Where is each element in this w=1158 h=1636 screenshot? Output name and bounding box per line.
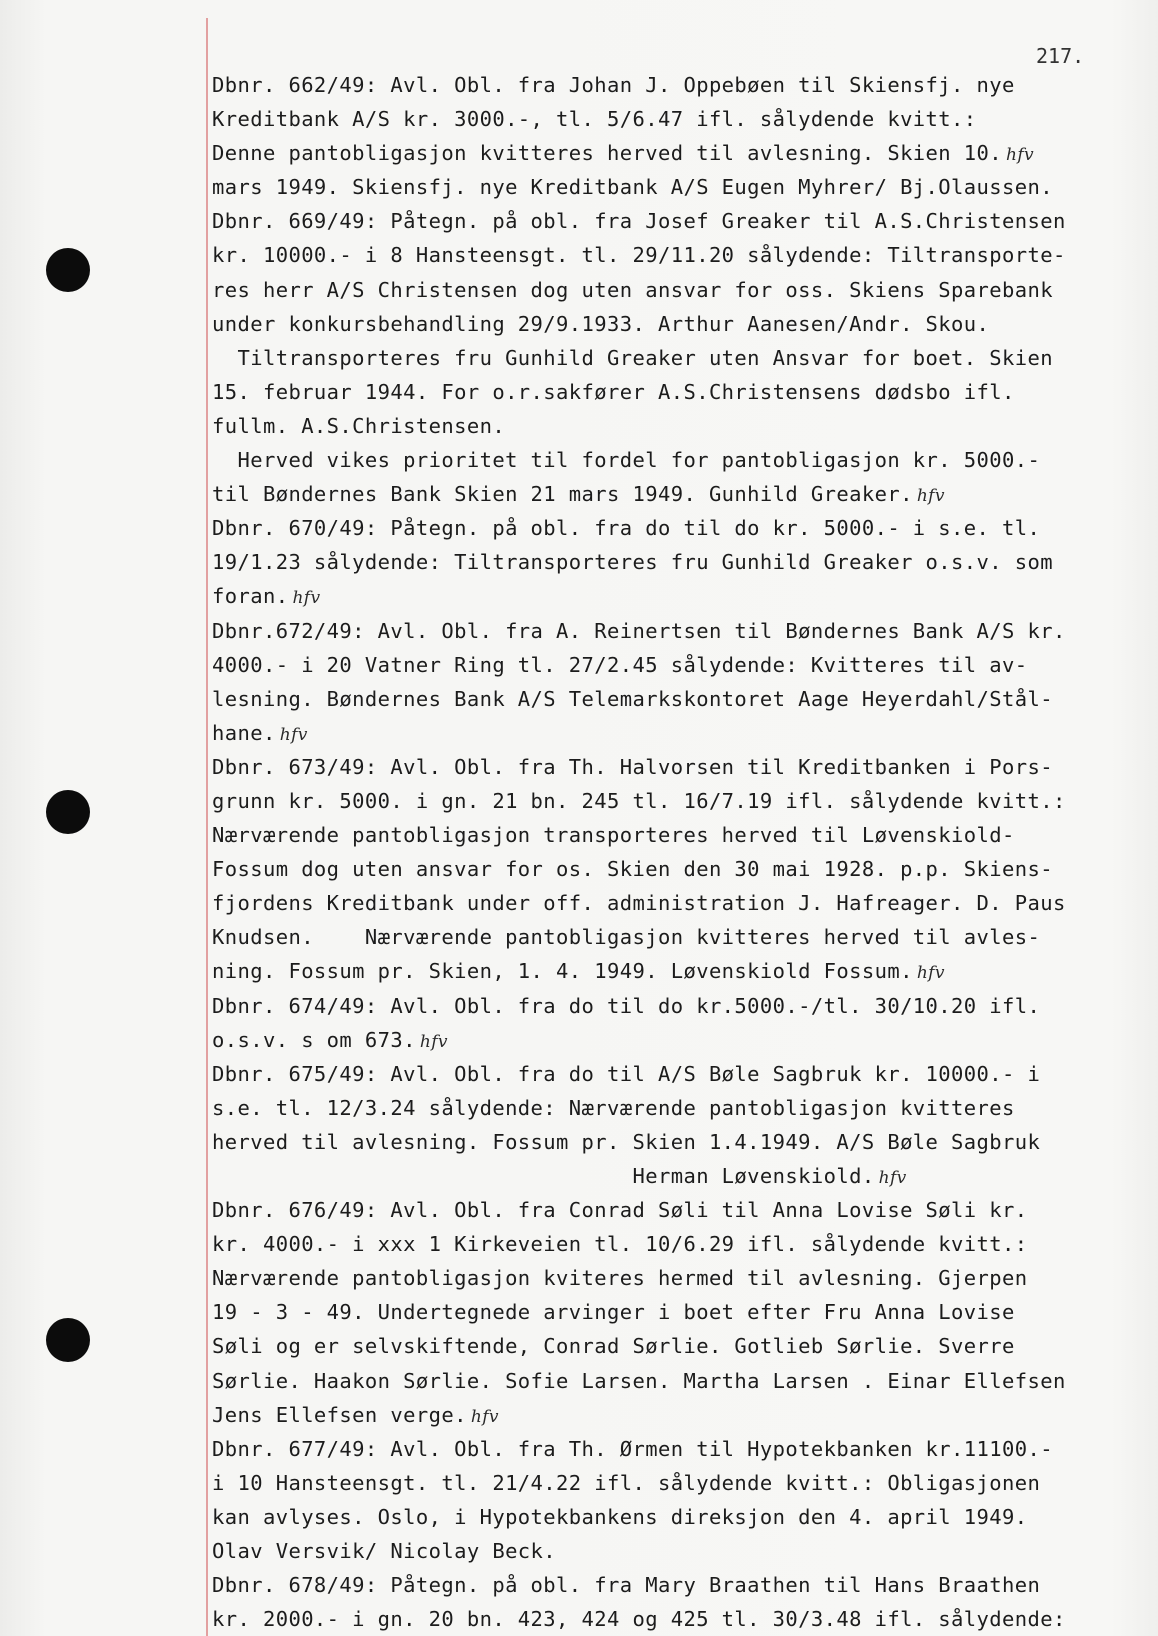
text-line: Dbnr. 673/49: Avl. Obl. fra Th. Halvorsen til Kreditbanken i Pors-: [212, 754, 1053, 779]
text-line: Knudsen. Nærværende pantobligasjon kvitteres herved til avles-: [212, 925, 1041, 950]
text-line: grunn kr. 5000. i gn. 21 bn. 245 tl. 16/7.19 ifl. sålydende kvitt.:: [212, 788, 1066, 813]
handwritten-initials: hfv: [1006, 145, 1035, 166]
text-line: under konkursbehandling 29/9.1933. Arthur Aanesen/Andr. Skou.: [212, 311, 990, 336]
punch-hole: [46, 248, 90, 292]
text-line: i 10 Hansteensgt. tl. 21/4.22 ifl. sålydende kvitt.: Obligasjonen: [212, 1470, 1041, 1495]
text-line: Jens Ellefsen verge. hfv: [212, 1402, 499, 1427]
handwritten-initials: hfv: [292, 588, 321, 609]
text-line: Søli og er selvskiftende, Conrad Sørlie. Gotlieb Sørlie. Sverre: [212, 1334, 1015, 1359]
text-line: fjordens Kreditbank under off. administration J. Hafreager. D. Paus: [212, 891, 1066, 916]
text-line: Tiltransporteres fru Gunhild Greaker uten Ansvar for boet. Skien: [212, 345, 1053, 370]
text-line: Dbnr. 670/49: Påtegn. på obl. fra do til do kr. 5000.- i s.e. tl.: [212, 516, 1041, 541]
text-line: kr. 10000.- i 8 Hansteensgt. tl. 29/11.20 sålydende: Tiltransporte-: [212, 243, 1066, 268]
text-line: Dbnr. 677/49: Avl. Obl. fra Th. Ørmen til Hypotekbanken kr.11100.-: [212, 1436, 1053, 1461]
text-line: 4000.- i 20 Vatner Ring tl. 27/2.45 sålydende: Kvitteres til av-: [212, 652, 1028, 677]
text-line: Dbnr. 675/49: Avl. Obl. fra do til A/S Bøle Sagbruk kr. 10000.- i: [212, 1061, 1041, 1086]
text-line: o.s.v. s om 673. hfv: [212, 1027, 448, 1052]
text-line: Herved vikes prioritet til fordel for pantobligasjon kr. 5000.-: [212, 448, 1041, 473]
text-line: mars 1949. Skiensfj. nye Kreditbank A/S Eugen Myhrer/ Bj.Olaussen.: [212, 175, 1053, 200]
text-line: 15. februar 1944. For o.r.sakfører A.S.Christensens dødsbo ifl.: [212, 379, 1015, 404]
text-line: Olav Versvik/ Nicolay Beck.: [212, 1539, 557, 1564]
text-line: Nærværende pantobligasjon kviteres hermed til avlesning. Gjerpen: [212, 1266, 1028, 1291]
text-line: Nærværende pantobligasjon transporteres herved til Løvenskiold-: [212, 823, 1015, 848]
text-line: Dbnr. 662/49: Avl. Obl. fra Johan J. Oppebøen til Skiensfj. nye: [212, 73, 1015, 97]
text-line: herved til avlesning. Fossum pr. Skien 1.4.1949. A/S Bøle Sagbruk: [212, 1129, 1041, 1154]
text-line: Fossum dog uten ansvar for os. Skien den 30 mai 1928. p.p. Skiens-: [212, 857, 1053, 882]
handwritten-initials: hfv: [916, 963, 945, 984]
punch-hole: [46, 790, 90, 834]
text-line: 19 - 3 - 49. Undertegnede arvinger i boet efter Fru Anna Lovise: [212, 1300, 1015, 1325]
text-line: kr. 4000.- i xxx 1 Kirkeveien tl. 10/6.29 ifl. sålydende kvitt.:: [212, 1232, 1028, 1257]
text-line: Dbnr. 678/49: Påtegn. på obl. fra Mary Braathen til Hans Braathen: [212, 1573, 1041, 1598]
text-line: Dbnr. 674/49: Avl. Obl. fra do til do kr.5000.-/tl. 30/10.20 ifl.: [212, 993, 1041, 1018]
text-line: til Bøndernes Bank Skien 21 mars 1949. Gunhild Greaker. hfv: [212, 482, 945, 507]
text-line: Sørlie. Haakon Sørlie. Sofie Larsen. Martha Larsen . Einar Ellefsen: [212, 1368, 1066, 1393]
text-line: Dbnr. 676/49: Avl. Obl. fra Conrad Søli til Anna Lovise Søli kr.: [212, 1198, 1028, 1223]
handwritten-initials: hfv: [279, 724, 308, 745]
text-line: Herman Løvenskiold. hfv: [212, 1164, 907, 1188]
text-line: kr. 2000.- i gn. 20 bn. 423, 424 og 425 tl. 30/3.48 ifl. sålydende:: [212, 1607, 1066, 1632]
text-line: lesning. Bøndernes Bank A/S Telemarkskontoret Aage Heyerdahl/Stål-: [212, 686, 1053, 711]
text-line: foran. hfv: [212, 584, 321, 609]
handwritten-initials: hfv: [419, 1031, 448, 1052]
handwritten-initials: hfv: [916, 486, 945, 507]
handwritten-initials: hfv: [470, 1406, 499, 1427]
text-line: ning. Fossum pr. Skien, 1. 4. 1949. Løvenskiold Fossum. hfv: [212, 959, 945, 984]
margin-line: [206, 18, 208, 1636]
page-number: 217.: [1036, 44, 1085, 68]
text-line: Kreditbank A/S kr. 3000.-, tl. 5/6.47 ifl. sålydende kvitt.:: [212, 107, 977, 132]
text-line: Denne pantobligasjon kvitteres herved til avlesning. Skien 10. hfv: [212, 141, 1035, 166]
handwritten-initials: hfv: [878, 1168, 907, 1188]
text-line: Dbnr. 669/49: Påtegn. på obl. fra Josef Greaker til A.S.Christensen: [212, 209, 1066, 234]
punch-hole: [46, 1318, 90, 1362]
text-line: res herr A/S Christensen dog uten ansvar for oss. Skiens Sparebank: [212, 277, 1053, 302]
text-line: 19/1.23 sålydende: Tiltransporteres fru Gunhild Greaker o.s.v. som: [212, 550, 1053, 575]
text-line: kan avlyses. Oslo, i Hypotekbankens direksjon den 4. april 1949.: [212, 1504, 1028, 1529]
text-line: hane. hfv: [212, 720, 308, 745]
register-text: [212, 68, 1142, 1636]
text-line: fullm. A.S.Christensen.: [212, 413, 506, 438]
text-line: Dbnr.672/49: Avl. Obl. fra A. Reinertsen til Bøndernes Bank A/S kr.: [212, 618, 1066, 643]
text-line: s.e. tl. 12/3.24 sålydende: Nærværende pantobligasjon kvitteres: [212, 1095, 1015, 1120]
